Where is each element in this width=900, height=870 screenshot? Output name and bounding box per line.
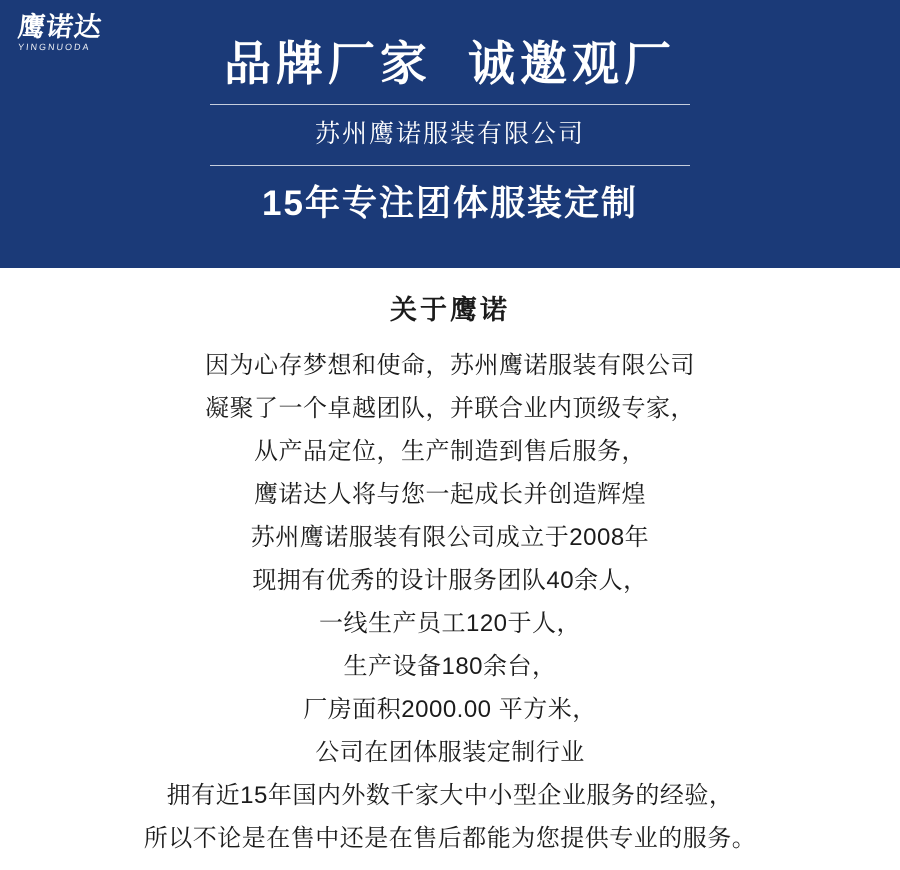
about-body-line: 公司在团体服装定制行业 (315, 738, 585, 766)
about-body-line: 苏州鹰诺服装有限公司成立于2008年 (250, 523, 650, 551)
brand-logo-main-text: 鹰诺达 (16, 12, 104, 42)
about-body-line: 所以不论是在售中还是在售后都能为您提供专业的服务。 (143, 824, 757, 852)
about-body-line: 厂房面积2000.00 平方米， (303, 695, 597, 723)
about-body-line: 凝聚了一个卓越团队，并联合业内顶级专家， (205, 394, 695, 422)
about-body-line: 鹰诺达人将与您一起成长并创造辉煌 (254, 480, 646, 508)
banner-tagline: 15年专注团体服装定制 (262, 184, 638, 224)
about-body-line: 生产设备180余台， (343, 652, 557, 680)
about-title: 关于鹰诺 (390, 295, 510, 325)
banner-company-name: 苏州鹰诺服装有限公司 (314, 119, 585, 148)
banner-content (0, 0, 900, 268)
about-body (0, 344, 900, 860)
about-body-line: 拥有近15年国内外数千家大中小型企业服务的经验， (166, 781, 734, 809)
about-body-line: 从产品定位，生产制造到售后服务， (254, 437, 646, 465)
about-body-line: 因为心存梦想和使命，苏州鹰诺服装有限公司 (205, 351, 695, 379)
about-body-line: 现拥有优秀的设计服务团队40余人， (252, 566, 648, 594)
banner-headline: 品牌厂家 诚邀观厂 (223, 37, 677, 90)
about-body-line: 一线生产员工120于人， (318, 609, 582, 637)
banner-header (0, 0, 900, 268)
banner-subline-rule (210, 116, 690, 154)
about-section (0, 268, 900, 870)
brand-logo-sub-text: YINGNUODA (17, 42, 92, 52)
